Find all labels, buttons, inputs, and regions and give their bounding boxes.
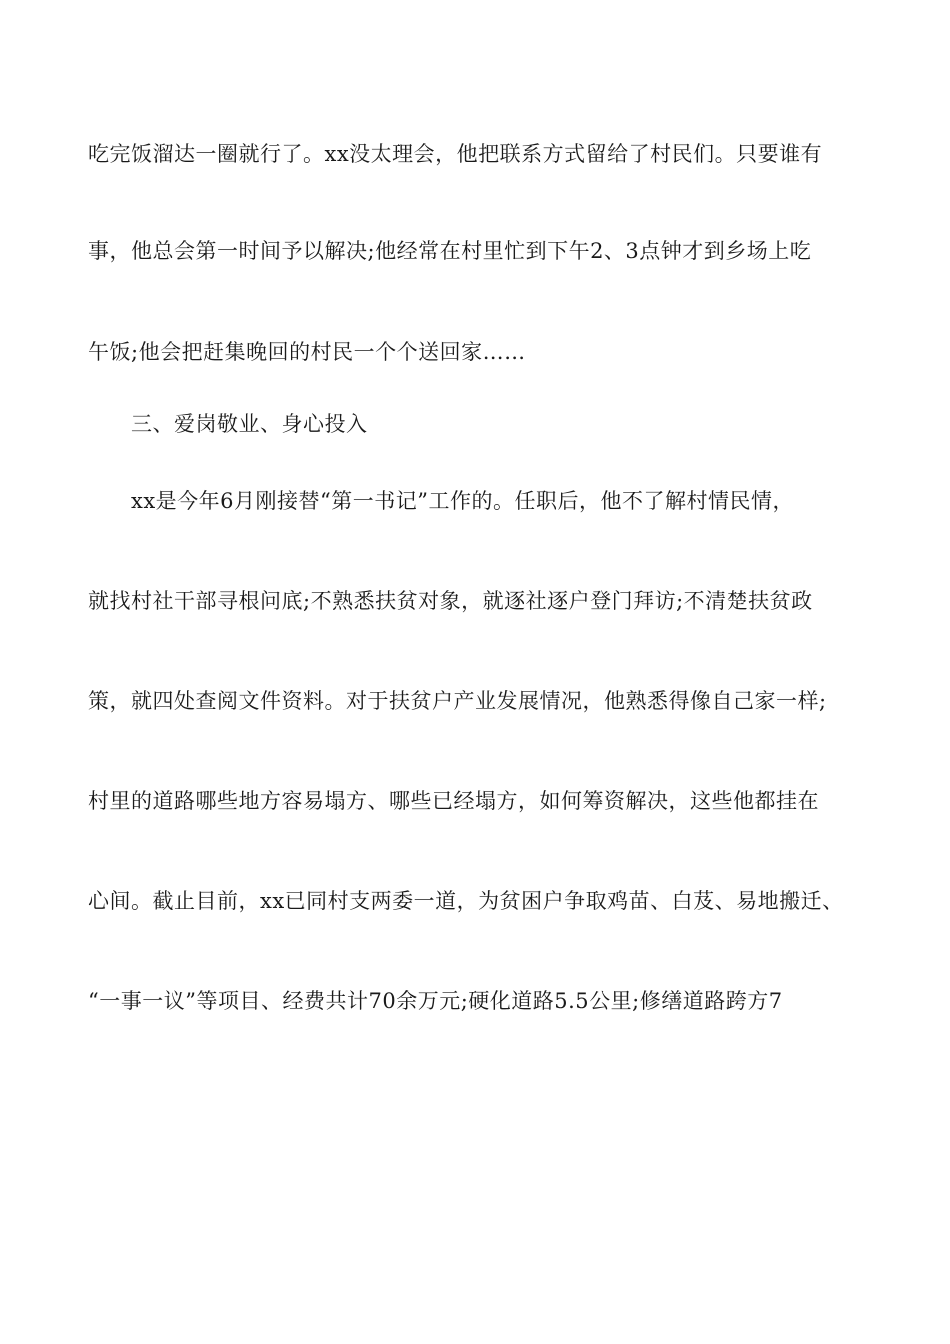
paragraph-line-10: “一事一议”等项目、经费共计70余万元;硬化道路5.5公里;修缮道路跨方7 — [88, 989, 783, 1013]
paragraph-line-3: 午饭;他会把赶集晚回的村民一个个送回家…… — [88, 340, 526, 364]
paragraph-line-8: 村里的道路哪些地方容易塌方、哪些已经塌方，如何筹资解决，这些他都挂在 — [88, 789, 819, 813]
paragraph-line-5: xx是今年6月刚接替“第一书记”工作的。任职后，他不了解村情民情， — [131, 489, 795, 513]
section-heading: 三、爱岗敬业、身心投入 — [131, 412, 368, 436]
paragraph-line-9: 心间。截止目前，xx已同村支两委一道，为贫困户争取鸡苗、白芨、易地搬迁、 — [88, 889, 844, 913]
paragraph-line-2: 事，他总会第一时间予以解决;他经常在村里忙到下午2、3点钟才到乡场上吃 — [88, 239, 812, 263]
paragraph-line-1: 吃完饭溜达一圈就行了。xx没太理会，他把联系方式留给了村民们。只要谁有 — [88, 142, 823, 166]
paragraph-line-7: 策，就四处查阅文件资料。对于扶贫户产业发展情况，他熟悉得像自己家一样; — [88, 689, 827, 713]
paragraph-line-6: 就找村社干部寻根问底;不熟悉扶贫对象，就逐社逐户登门拜访;不清楚扶贫政 — [88, 589, 813, 613]
